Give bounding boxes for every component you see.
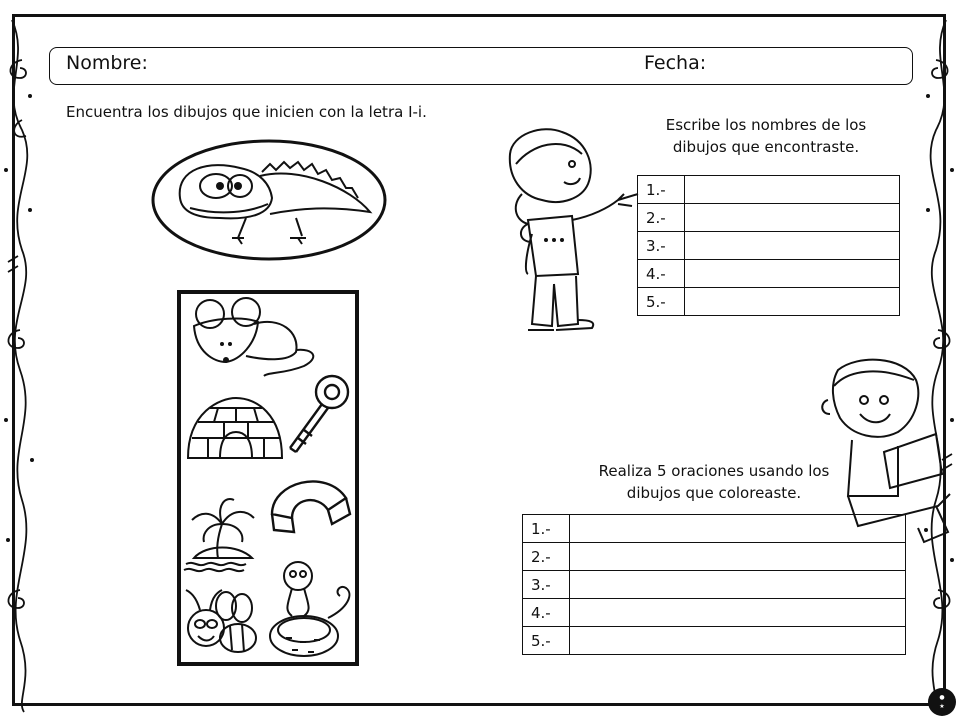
answer-line[interactable] — [685, 232, 900, 260]
list-instruction-line1: Escribe los nombres de los — [665, 116, 867, 134]
row-number: 2.- — [523, 543, 570, 571]
nombre-label: Nombre: — [66, 52, 148, 74]
header-bar — [49, 47, 913, 85]
sentence-instruction-line1: Realiza 5 oraciones usando los — [598, 462, 830, 480]
answer-line[interactable] — [570, 515, 906, 543]
table-row — [638, 232, 900, 260]
row-number: 5.- — [638, 288, 685, 316]
row-number: 1.- — [523, 515, 570, 543]
row-number: 3.- — [638, 232, 685, 260]
answer-line[interactable] — [570, 543, 906, 571]
names-table — [637, 175, 900, 316]
answer-line[interactable] — [685, 288, 900, 316]
igloo-icon — [184, 392, 284, 464]
logo-icon: ● ★ — [928, 688, 956, 716]
snake-icon — [268, 558, 356, 662]
answer-line[interactable] — [570, 627, 906, 655]
magnet-icon — [266, 470, 352, 536]
list-instruction — [630, 114, 902, 158]
answer-line[interactable] — [685, 204, 900, 232]
table-row — [523, 543, 906, 571]
sentence-instruction — [520, 460, 908, 504]
table-row — [638, 288, 900, 316]
answer-line[interactable] — [570, 599, 906, 627]
mouse-icon — [184, 296, 324, 380]
row-number: 2.- — [638, 204, 685, 232]
table-row — [638, 260, 900, 288]
bee-icon — [182, 582, 266, 658]
row-number: 5.- — [523, 627, 570, 655]
answer-line[interactable] — [685, 260, 900, 288]
fecha-label: Fecha: — [644, 52, 707, 74]
row-number: 3.- — [523, 571, 570, 599]
left-instruction: Encuentra los dibujos que inicien con la letra I-i. — [66, 103, 427, 121]
key-icon — [282, 372, 354, 460]
table-row — [523, 627, 906, 655]
table-row — [523, 571, 906, 599]
list-instruction-line2: dibujos que encontraste. — [672, 138, 860, 156]
sentences-table — [522, 514, 906, 655]
girl-pointing-icon — [492, 124, 640, 346]
row-number: 1.- — [638, 176, 685, 204]
table-row — [523, 599, 906, 627]
iguana-icon — [150, 138, 390, 262]
row-number: 4.- — [638, 260, 685, 288]
island-icon — [182, 494, 266, 572]
answer-line[interactable] — [685, 176, 900, 204]
table-row — [638, 176, 900, 204]
sentence-instruction-line2: dibujos que coloreaste. — [626, 484, 802, 502]
table-row — [638, 204, 900, 232]
table-row — [523, 515, 906, 543]
answer-line[interactable] — [570, 571, 906, 599]
row-number: 4.- — [523, 599, 570, 627]
